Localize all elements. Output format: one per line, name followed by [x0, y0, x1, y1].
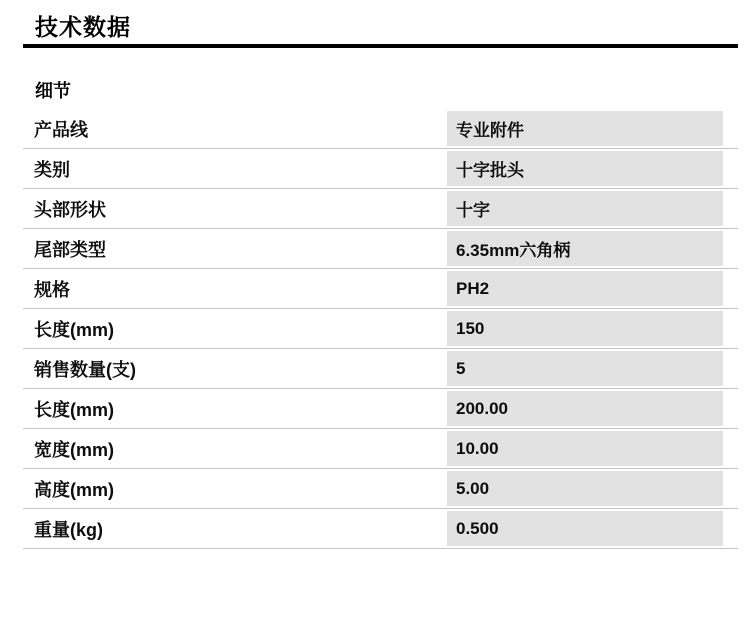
table-row [23, 149, 738, 189]
spec-label: 尾部类型 [34, 239, 106, 260]
spec-label: 高度(mm) [34, 479, 114, 500]
spec-label: 长度(mm) [34, 319, 114, 340]
table-row [23, 389, 738, 429]
table-row [23, 189, 738, 229]
spec-label: 类别 [34, 159, 70, 180]
spec-value: 0.500 [447, 509, 723, 548]
table-row [23, 309, 738, 349]
spec-label: 头部形状 [34, 199, 106, 220]
spec-value: 200.00 [447, 389, 723, 428]
spec-value: PH2 [447, 269, 723, 308]
spec-label: 销售数量(支) [34, 359, 136, 380]
spec-value: 专业附件 [447, 109, 723, 148]
spec-table [23, 109, 738, 549]
spec-label: 长度(mm) [34, 399, 114, 420]
spec-value: 10.00 [447, 429, 723, 468]
page-title: 技术数据 [35, 14, 131, 40]
spec-value: 6.35mm六角柄 [447, 229, 723, 268]
table-row [23, 349, 738, 389]
technical-data-section [23, 13, 738, 549]
table-row [23, 509, 738, 549]
section-title-details: 细节 [35, 81, 71, 101]
spec-label: 规格 [34, 279, 70, 300]
spec-label: 宽度(mm) [34, 439, 114, 460]
spec-value: 5.00 [447, 469, 723, 508]
table-row [23, 229, 738, 269]
spec-label: 产品线 [34, 119, 88, 140]
title-underline-rule [23, 44, 738, 48]
spec-label: 重量(kg) [34, 519, 103, 540]
table-row [23, 269, 738, 309]
table-row [23, 469, 738, 509]
spec-value: 十字批头 [447, 149, 723, 188]
table-row [23, 429, 738, 469]
spec-value: 十字 [447, 189, 723, 228]
spec-value: 5 [447, 349, 723, 388]
table-row [23, 109, 738, 149]
spec-value: 150 [447, 309, 723, 348]
